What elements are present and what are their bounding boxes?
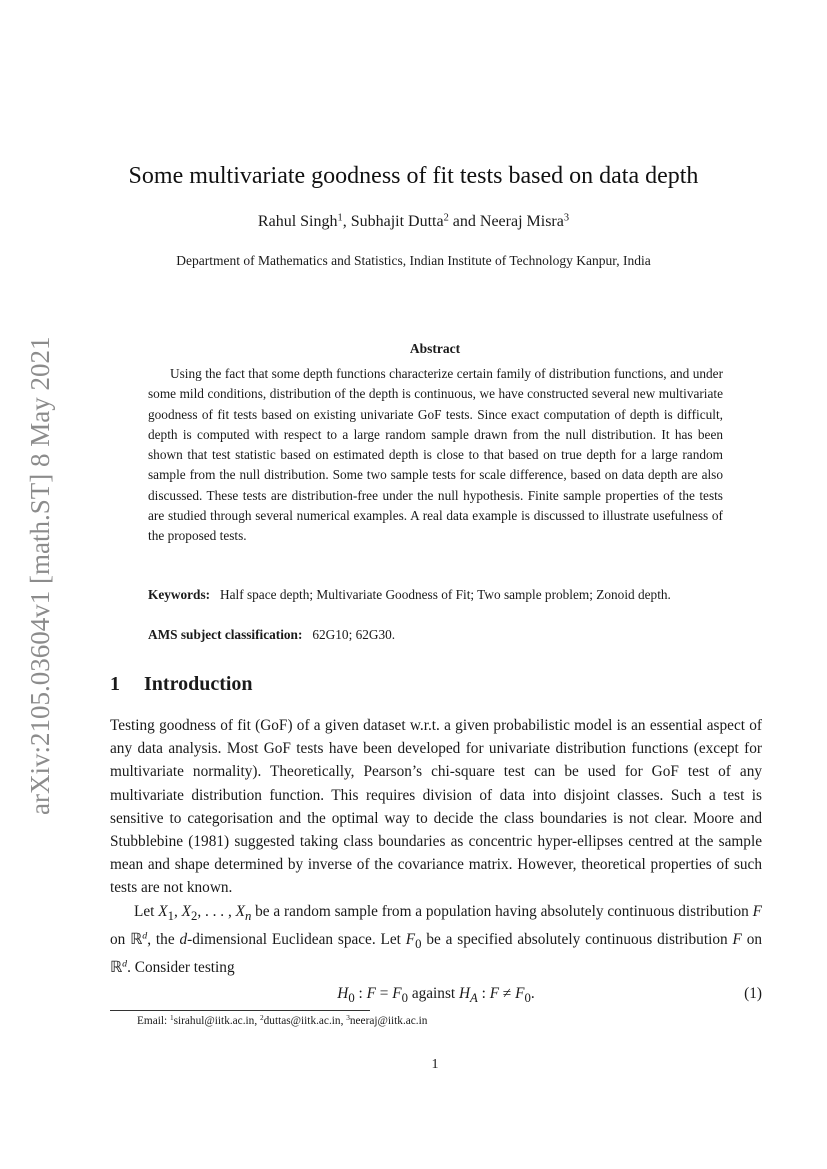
- author-list: [0, 213, 827, 231]
- author-name: Rahul Singh: [257, 213, 338, 230]
- arxiv-identifier-stamp: arXiv:2105.03604v1 [math.ST] 8 May 2021: [25, 336, 55, 815]
- ams-label: AMS subject classification:: [148, 627, 303, 642]
- equation-body: $H_0$ : $F = F_0$ against $H_A$ : $F \ne F_0$.: [337, 985, 535, 1006]
- footnote-label: Email:: [137, 1015, 170, 1027]
- author-name: Subhajit Dutta: [350, 213, 444, 230]
- equation-1: [110, 985, 762, 1007]
- author-separator: ,: [342, 213, 351, 230]
- abstract-heading: Abstract: [409, 341, 461, 356]
- author-affiliation-mark: 3: [563, 212, 570, 224]
- page-number: 1: [431, 1057, 439, 1072]
- ams-codes: 62G10; 62G30.: [312, 627, 396, 642]
- author-affiliation-mark: 2: [443, 212, 449, 224]
- keywords-text: Half space depth; Multivariate Goodness of Fit; Two sample problem; Zonoid depth.: [220, 587, 671, 602]
- author-name: Neeraj Misra: [479, 213, 564, 230]
- footnote-rule: [110, 1010, 370, 1011]
- section-number: 1: [110, 673, 120, 695]
- ams-classification: [148, 627, 723, 643]
- introduction-body: [110, 714, 762, 979]
- author-separator: and: [448, 213, 480, 230]
- abstract-text: Using the fact that some depth functions characterize certain family of distribution functions, and under some mild conditions, distribution of the depth is continuous, we have constructed several new multivariate goodness of fit tests based on existing univariate GoF tests. Since exact computation of depth is difficult, depth is computed with respect to a large random sample drawn from the null distribution. It has been shown that test statistic based on estimated depth is close to that based on true depth for a large random sample from the null distribution. Some two sample tests for scale difference, based on data depth are also discussed. These tests are distribution-free under the null hypothesis. Finite sample properties of the tests are studied through several numerical examples. A real data example is discussed to illustrate usefulness of the proposed tests.: [148, 366, 723, 544]
- paper-title: Some multivariate goodness of fit tests based on data depth: [128, 163, 699, 189]
- intro-paragraph-2: Let $X_1$, $X_2$, . . . , $X_n$ be a random sample from a population having absolutely continuous distribution F on ℝ$^d$, the d-dimensional Euclidean space. Let $F_0$ be a specified absolutely continuous distribution F on ℝ$^d$. Consider testing: [110, 902, 762, 977]
- equation-connector: against: [408, 985, 459, 1002]
- author-affiliation-mark: 1: [337, 212, 343, 224]
- keywords-label: Keywords:: [148, 587, 211, 602]
- section-title: Introduction: [144, 673, 253, 695]
- email-3: neeraj@iitk.ac.in: [349, 1015, 428, 1027]
- email-1: sirahul@iitk.ac.in: [173, 1015, 255, 1027]
- section-heading: [110, 673, 253, 696]
- intro-paragraph-1: Testing goodness of fit (GoF) of a given dataset w.r.t. a given probabilistic model is an essential aspect of any data analysis. Most GoF tests have been developed for univariate distribution functions (except for multivariate normality). Theoretically, Pearson’s chi-square test can be used for GoF test of any multivariate distribution function. This requires division of data into disjoint classes. Such a test is sensitive to categorisation and the optimal way to decide the class boundaries is not clear. Moore and Stubblebine (1981) suggested taking class boundaries as concentric hyper-ellipses centred at the sample mean and shape determined by inverse of the covariance matrix. However, theoretical properties of such tests are not known.: [110, 717, 762, 897]
- affiliation: Department of Mathematics and Statistics, Indian Institute of Technology Kanpur, India: [176, 253, 651, 268]
- footnote-emails: Email: $^1$sirahul@iitk.ac.in, $^2$duttas@iitk.ac.in, $^3$neeraj@iitk.ac.in: [137, 1012, 428, 1027]
- keywords: [148, 586, 723, 604]
- equation-number: (1): [744, 985, 762, 1002]
- email-2: duttas@iitk.ac.in: [263, 1015, 341, 1027]
